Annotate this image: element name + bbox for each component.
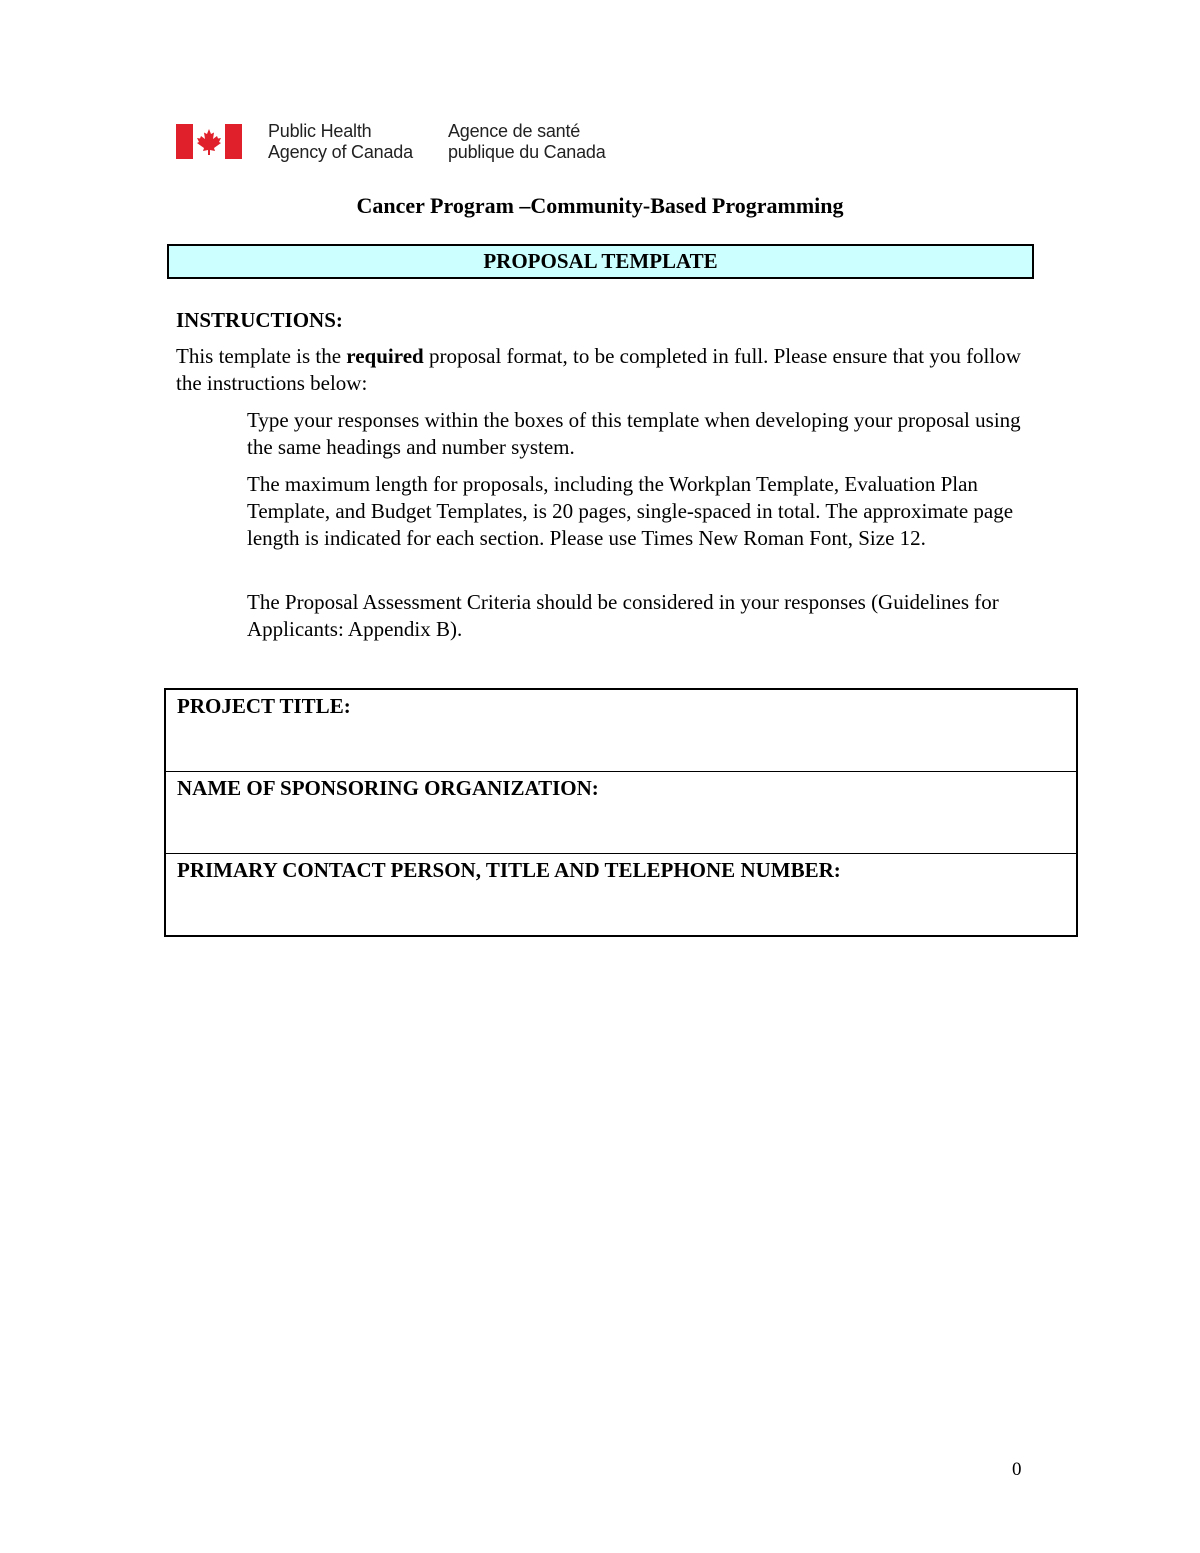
project-info-table xyxy=(164,688,1078,937)
primary-contact-field[interactable] xyxy=(166,854,1076,935)
project-title-field[interactable] xyxy=(166,690,1076,772)
instruction-item: The Proposal Assessment Criteria should be considered in your responses (Guidelines for Applicants: Appendix B). xyxy=(247,590,999,641)
sponsoring-organization-field[interactable] xyxy=(166,772,1076,854)
project-title-label: PROJECT TITLE: xyxy=(177,694,351,718)
sponsoring-organization-label: NAME OF SPONSORING ORGANIZATION: xyxy=(177,776,599,800)
agency-name-en-line1: Public Health xyxy=(268,121,372,141)
intro-text-end: proposal format, to be completed in full. Please ensure that you follow the instructions below: xyxy=(176,344,1021,395)
agency-name-en-line2: Agency of Canada xyxy=(268,142,413,162)
page-number: 0 xyxy=(1012,1459,1022,1480)
agency-name-english xyxy=(268,121,413,163)
agency-name-french xyxy=(448,121,606,163)
agency-name-fr-line2: publique du Canada xyxy=(448,142,606,162)
agency-name-fr-line1: Agence de santé xyxy=(448,121,581,141)
intro-required-word: required xyxy=(346,344,424,368)
proposal-template-banner: PROPOSAL TEMPLATE xyxy=(167,244,1034,279)
instructions-heading: INSTRUCTIONS: xyxy=(176,308,343,332)
instruction-item: Type your responses within the boxes of this template when developing your proposal using the same headings and number system. xyxy=(247,408,1021,459)
intro-text-start: This template is the xyxy=(176,344,347,368)
canada-flag-icon xyxy=(176,124,242,159)
primary-contact-label: PRIMARY CONTACT PERSON, TITLE AND TELEPHONE NUMBER: xyxy=(177,858,841,882)
document-title: Cancer Program –Community-Based Programming xyxy=(356,193,844,218)
instructions-intro xyxy=(176,343,1036,397)
instruction-item: The maximum length for proposals, including the Workplan Template, Evaluation Plan Template, and Budget Templates, is 20 pages, single-spaced in total. The approximate page length is indicated for each section. Please use Times New Roman Font, Size 12. xyxy=(247,472,1014,550)
